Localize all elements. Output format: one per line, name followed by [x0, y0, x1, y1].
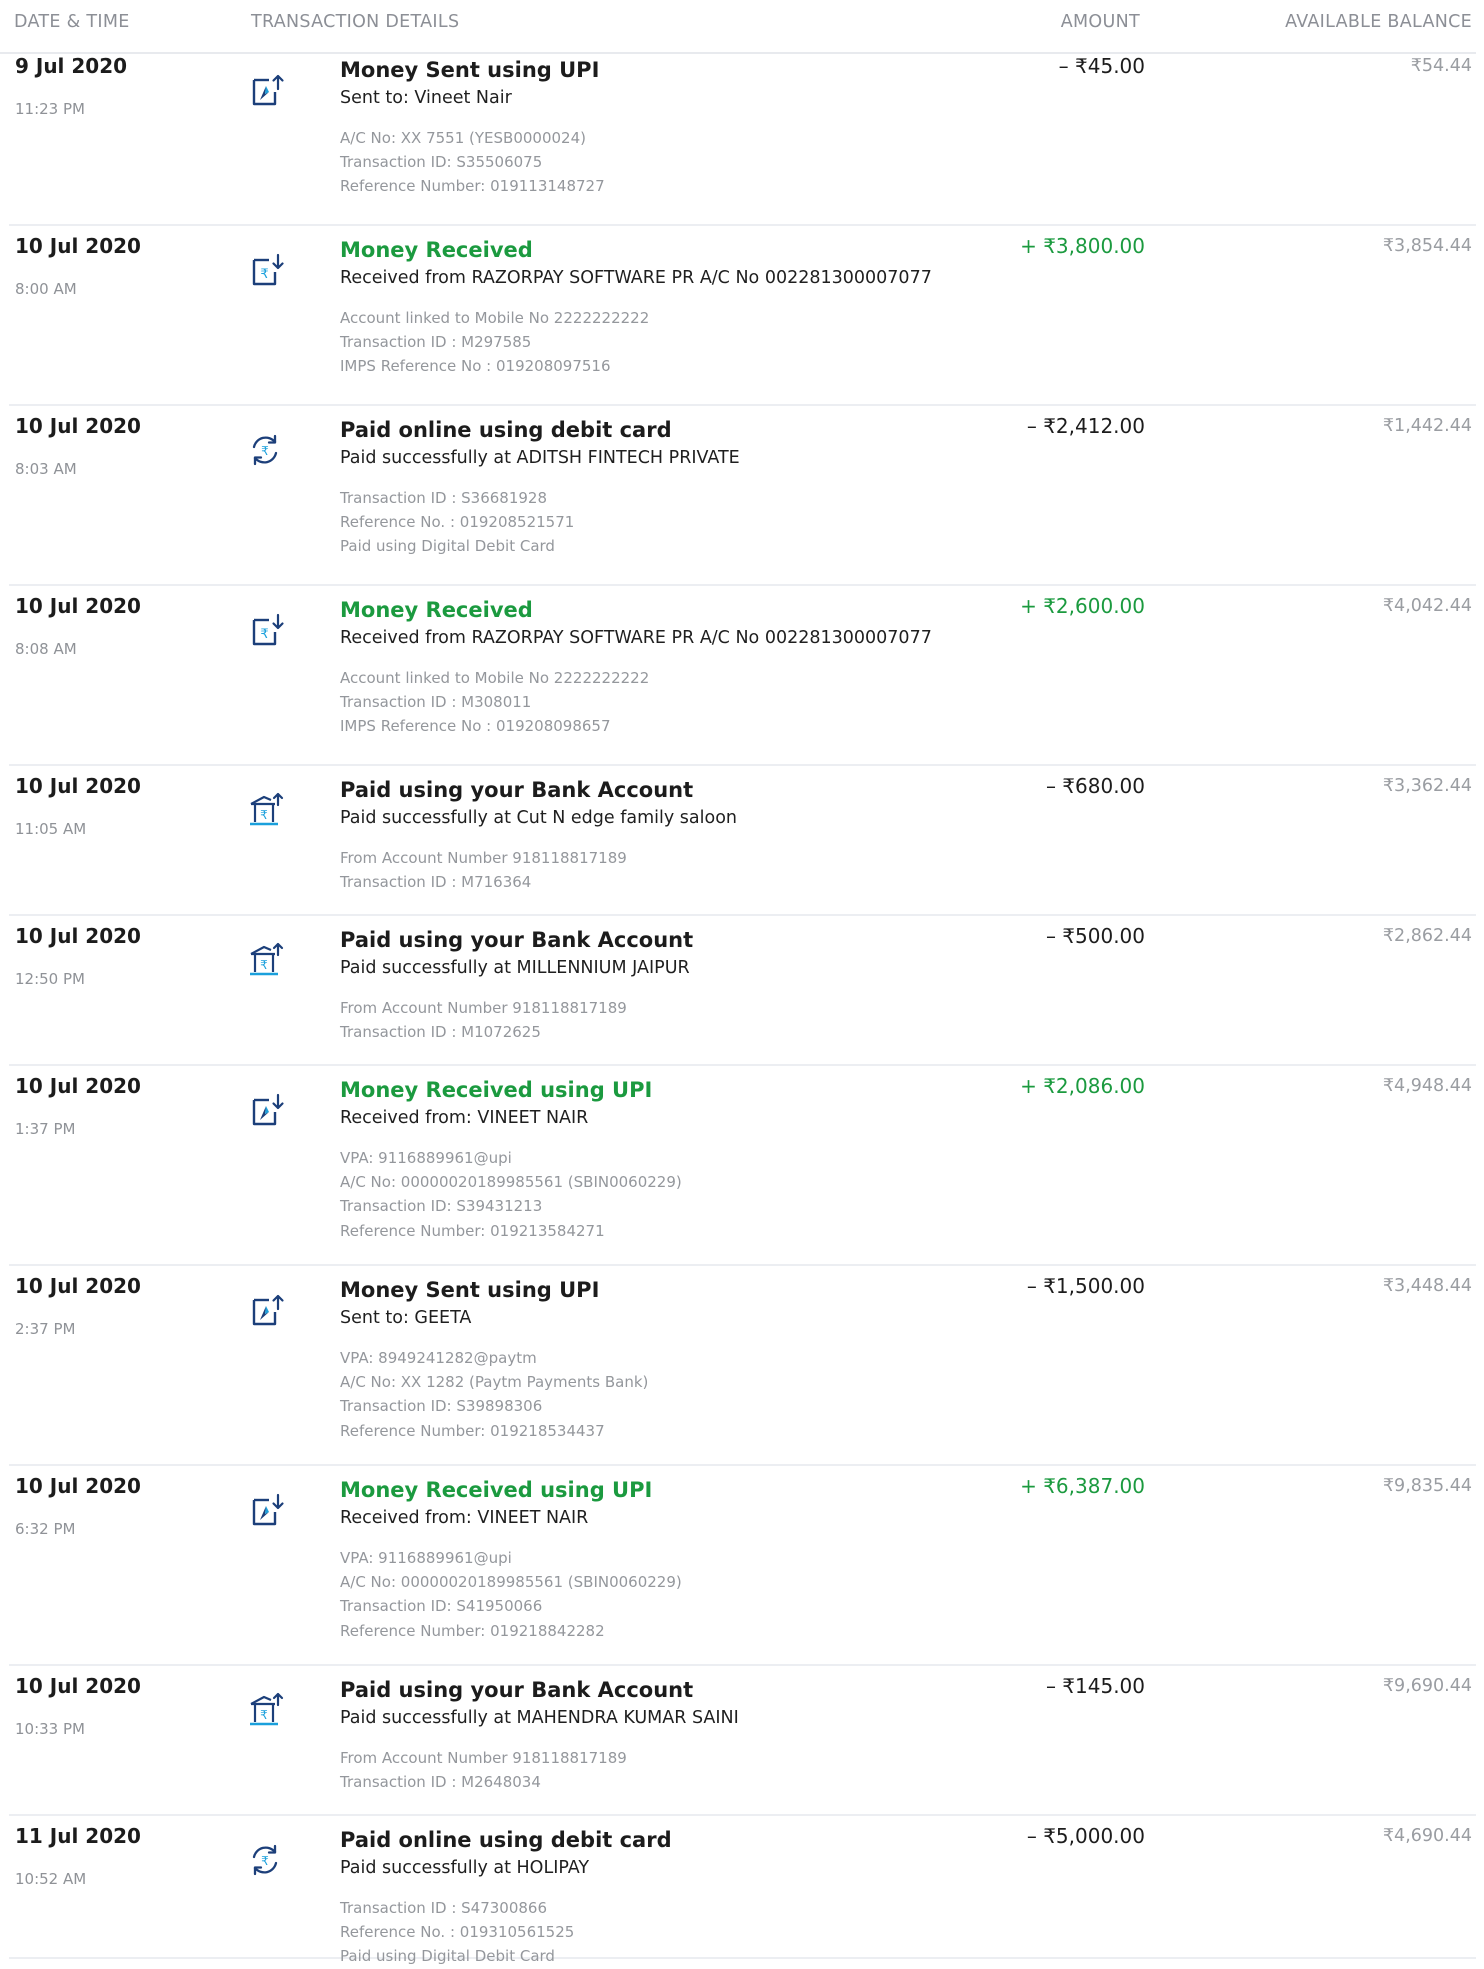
transaction-details [340, 306, 649, 379]
transaction-time: 11:05 AM [15, 820, 87, 838]
transaction-title: Money Sent using UPI [340, 1278, 600, 1302]
transaction-time: 2:37 PM [15, 1320, 76, 1338]
detail-line: Reference No. : 019208521571 [340, 513, 575, 532]
transaction-amount: – ₹45.00 [1058, 54, 1145, 78]
svg-text:₹: ₹ [260, 808, 268, 822]
detail-line: IMPS Reference No : 019208097516 [340, 357, 611, 376]
transaction-row [9, 224, 1476, 406]
transaction-time: 10:52 AM [15, 1870, 87, 1888]
transaction-subtitle: Paid successfully at MAHENDRA KUMAR SAINI [340, 1708, 739, 1728]
available-balance: ₹3,854.44 [1382, 236, 1472, 256]
detail-line: Transaction ID : M308011 [340, 693, 532, 712]
transaction-details [340, 1546, 682, 1643]
transaction-amount: – ₹1,500.00 [1026, 1274, 1145, 1298]
upi-sent-icon [245, 70, 285, 110]
header-transaction-details: TRANSACTION DETAILS [251, 12, 460, 32]
transaction-date: 9 Jul 2020 [15, 54, 128, 78]
detail-line: VPA: 9116889961@upi [340, 1149, 512, 1167]
transaction-details [340, 1896, 574, 1969]
available-balance: ₹54.44 [1410, 56, 1472, 76]
header-date-time: DATE & TIME [14, 12, 130, 32]
detail-line: Reference Number: 019218842282 [340, 1621, 605, 1640]
detail-line: A/C No: 00000020189985561 (SBIN0060229) [340, 1173, 682, 1192]
transaction-subtitle: Sent to: Vineet Nair [340, 88, 512, 108]
transaction-time: 8:00 AM [15, 280, 77, 298]
upi-sent-icon [245, 1290, 285, 1330]
transaction-time: 1:37 PM [15, 1120, 76, 1138]
transaction-amount: + ₹2,600.00 [1020, 594, 1145, 618]
transaction-details [340, 846, 627, 894]
transaction-time: 11:23 PM [15, 100, 85, 118]
transaction-title: Money Received using UPI [340, 1078, 653, 1102]
detail-line: Transaction ID : S36681928 [340, 489, 548, 507]
transaction-amount: + ₹2,086.00 [1020, 1074, 1145, 1098]
transaction-date: 10 Jul 2020 [15, 594, 141, 618]
detail-line: Transaction ID: S41950066 [340, 1597, 543, 1616]
available-balance: ₹4,690.44 [1382, 1826, 1472, 1846]
transaction-row [9, 584, 1476, 766]
available-balance: ₹9,835.44 [1382, 1476, 1472, 1496]
svg-text:₹: ₹ [261, 444, 269, 458]
transaction-amount: – ₹145.00 [1045, 1674, 1145, 1698]
detail-line: Paid using Digital Debit Card [340, 1947, 555, 1966]
available-balance: ₹4,948.44 [1382, 1076, 1472, 1096]
transaction-subtitle: Sent to: GEETA [340, 1308, 472, 1328]
transaction-date: 10 Jul 2020 [15, 1274, 141, 1298]
transaction-row [9, 914, 1476, 1066]
header-amount: AMOUNT [1060, 12, 1140, 32]
detail-line: From Account Number 918118817189 [340, 999, 627, 1017]
transaction-row [9, 1464, 1476, 1666]
transaction-row [9, 764, 1476, 916]
transaction-title: Paid online using debit card [340, 418, 672, 442]
bank-account-payment-icon [245, 790, 285, 830]
detail-line: VPA: 9116889961@upi [340, 1549, 512, 1567]
detail-line: Transaction ID : M716364 [340, 873, 532, 892]
transaction-time: 8:03 AM [15, 460, 77, 478]
transaction-details [340, 126, 605, 199]
transaction-amount: – ₹2,412.00 [1026, 414, 1145, 438]
transaction-title: Paid using your Bank Account [340, 928, 694, 952]
detail-line: Reference Number: 019213584271 [340, 1221, 605, 1240]
transaction-details [340, 1146, 682, 1243]
transaction-details [340, 1746, 627, 1794]
money-received-icon [245, 610, 285, 650]
transaction-title: Paid using your Bank Account [340, 778, 694, 802]
transaction-date: 10 Jul 2020 [15, 1674, 141, 1698]
detail-line: Account linked to Mobile No 2222222222 [340, 669, 650, 687]
detail-line: Transaction ID : M1072625 [340, 1023, 541, 1042]
transaction-subtitle: Received from RAZORPAY SOFTWARE PR A/C No 002281300007077 [340, 628, 932, 648]
transaction-row [9, 1664, 1476, 1816]
transaction-title: Money Sent using UPI [340, 58, 600, 82]
transaction-title: Paid online using debit card [340, 1828, 672, 1852]
transaction-details [340, 666, 649, 739]
detail-line: Paid using Digital Debit Card [340, 537, 555, 556]
transaction-amount: – ₹680.00 [1045, 774, 1145, 798]
detail-line: Reference Number: 019113148727 [340, 177, 605, 196]
transaction-subtitle: Paid successfully at HOLIPAY [340, 1858, 590, 1878]
transaction-time: 10:33 PM [15, 1720, 85, 1738]
bank-account-payment-icon [245, 940, 285, 980]
svg-text:₹: ₹ [260, 1708, 268, 1722]
transaction-date: 10 Jul 2020 [15, 234, 141, 258]
bank-account-payment-icon [245, 1690, 285, 1730]
transaction-date: 11 Jul 2020 [15, 1824, 141, 1848]
transaction-title: Money Received using UPI [340, 1478, 653, 1502]
money-received-icon [245, 250, 285, 290]
transaction-subtitle: Paid successfully at ADITSH FINTECH PRIVATE [340, 448, 740, 468]
detail-line: From Account Number 918118817189 [340, 1749, 627, 1767]
transaction-subtitle: Paid successfully at Cut N edge family saloon [340, 808, 738, 828]
svg-text:₹: ₹ [260, 627, 269, 642]
transaction-time: 6:32 PM [15, 1520, 76, 1538]
available-balance: ₹3,448.44 [1382, 1276, 1472, 1296]
detail-line: A/C No: XX 7551 (YESB0000024) [340, 129, 586, 147]
detail-line: Transaction ID : M2648034 [340, 1773, 541, 1792]
transaction-details [340, 996, 627, 1044]
detail-line: A/C No: 00000020189985561 (SBIN0060229) [340, 1573, 682, 1592]
detail-line: Transaction ID: S39431213 [340, 1197, 543, 1216]
transaction-time: 8:08 AM [15, 640, 77, 658]
header-available-balance: AVAILABLE BALANCE [1285, 12, 1472, 32]
transaction-amount: – ₹500.00 [1045, 924, 1145, 948]
debit-card-payment-icon [245, 430, 285, 470]
detail-line: Transaction ID : S47300866 [340, 1899, 548, 1917]
svg-text:₹: ₹ [261, 1854, 269, 1868]
detail-line: VPA: 8949241282@paytm [340, 1349, 537, 1367]
transaction-date: 10 Jul 2020 [15, 924, 141, 948]
detail-line: IMPS Reference No : 019208098657 [340, 717, 611, 736]
transaction-date: 10 Jul 2020 [15, 1074, 141, 1098]
detail-line: Reference No. : 019310561525 [340, 1923, 575, 1942]
transaction-subtitle: Received from: VINEET NAIR [340, 1508, 589, 1528]
transaction-time: 12:50 PM [15, 970, 85, 988]
available-balance: ₹1,442.44 [1382, 416, 1472, 436]
transaction-amount: – ₹5,000.00 [1026, 1824, 1145, 1848]
detail-line: Account linked to Mobile No 2222222222 [340, 309, 650, 327]
transaction-date: 10 Jul 2020 [15, 1474, 141, 1498]
transaction-details [340, 1346, 648, 1443]
transaction-row [9, 404, 1476, 586]
detail-line: A/C No: XX 1282 (Paytm Payments Bank) [340, 1373, 649, 1392]
detail-line: Transaction ID: S35506075 [340, 153, 543, 172]
transaction-date: 10 Jul 2020 [15, 774, 141, 798]
transaction-subtitle: Received from: VINEET NAIR [340, 1108, 589, 1128]
detail-line: Transaction ID: S39898306 [340, 1397, 543, 1416]
detail-line: Reference Number: 019218534437 [340, 1421, 605, 1440]
transaction-row [9, 1814, 1476, 1966]
transaction-title: Money Received [340, 238, 533, 262]
transaction-row [9, 1064, 1476, 1266]
transaction-row [9, 1264, 1476, 1466]
transaction-amount: + ₹3,800.00 [1020, 234, 1145, 258]
available-balance: ₹9,690.44 [1382, 1676, 1472, 1696]
available-balance: ₹3,362.44 [1382, 776, 1472, 796]
available-balance: ₹2,862.44 [1382, 926, 1472, 946]
transaction-subtitle: Paid successfully at MILLENNIUM JAIPUR [340, 958, 690, 978]
transaction-row [9, 44, 1476, 226]
detail-line: From Account Number 918118817189 [340, 849, 627, 867]
transaction-amount: + ₹6,387.00 [1020, 1474, 1145, 1498]
svg-text:₹: ₹ [260, 267, 269, 282]
transaction-date: 10 Jul 2020 [15, 414, 141, 438]
transaction-title: Money Received [340, 598, 533, 622]
transaction-subtitle: Received from RAZORPAY SOFTWARE PR A/C No 002281300007077 [340, 268, 932, 288]
detail-line: Transaction ID : M297585 [340, 333, 532, 352]
debit-card-payment-icon [245, 1840, 285, 1880]
upi-received-icon [245, 1490, 285, 1530]
transaction-details [340, 486, 574, 559]
transaction-title: Paid using your Bank Account [340, 1678, 694, 1702]
available-balance: ₹4,042.44 [1382, 596, 1472, 616]
upi-received-icon [245, 1090, 285, 1130]
svg-text:₹: ₹ [260, 958, 268, 972]
